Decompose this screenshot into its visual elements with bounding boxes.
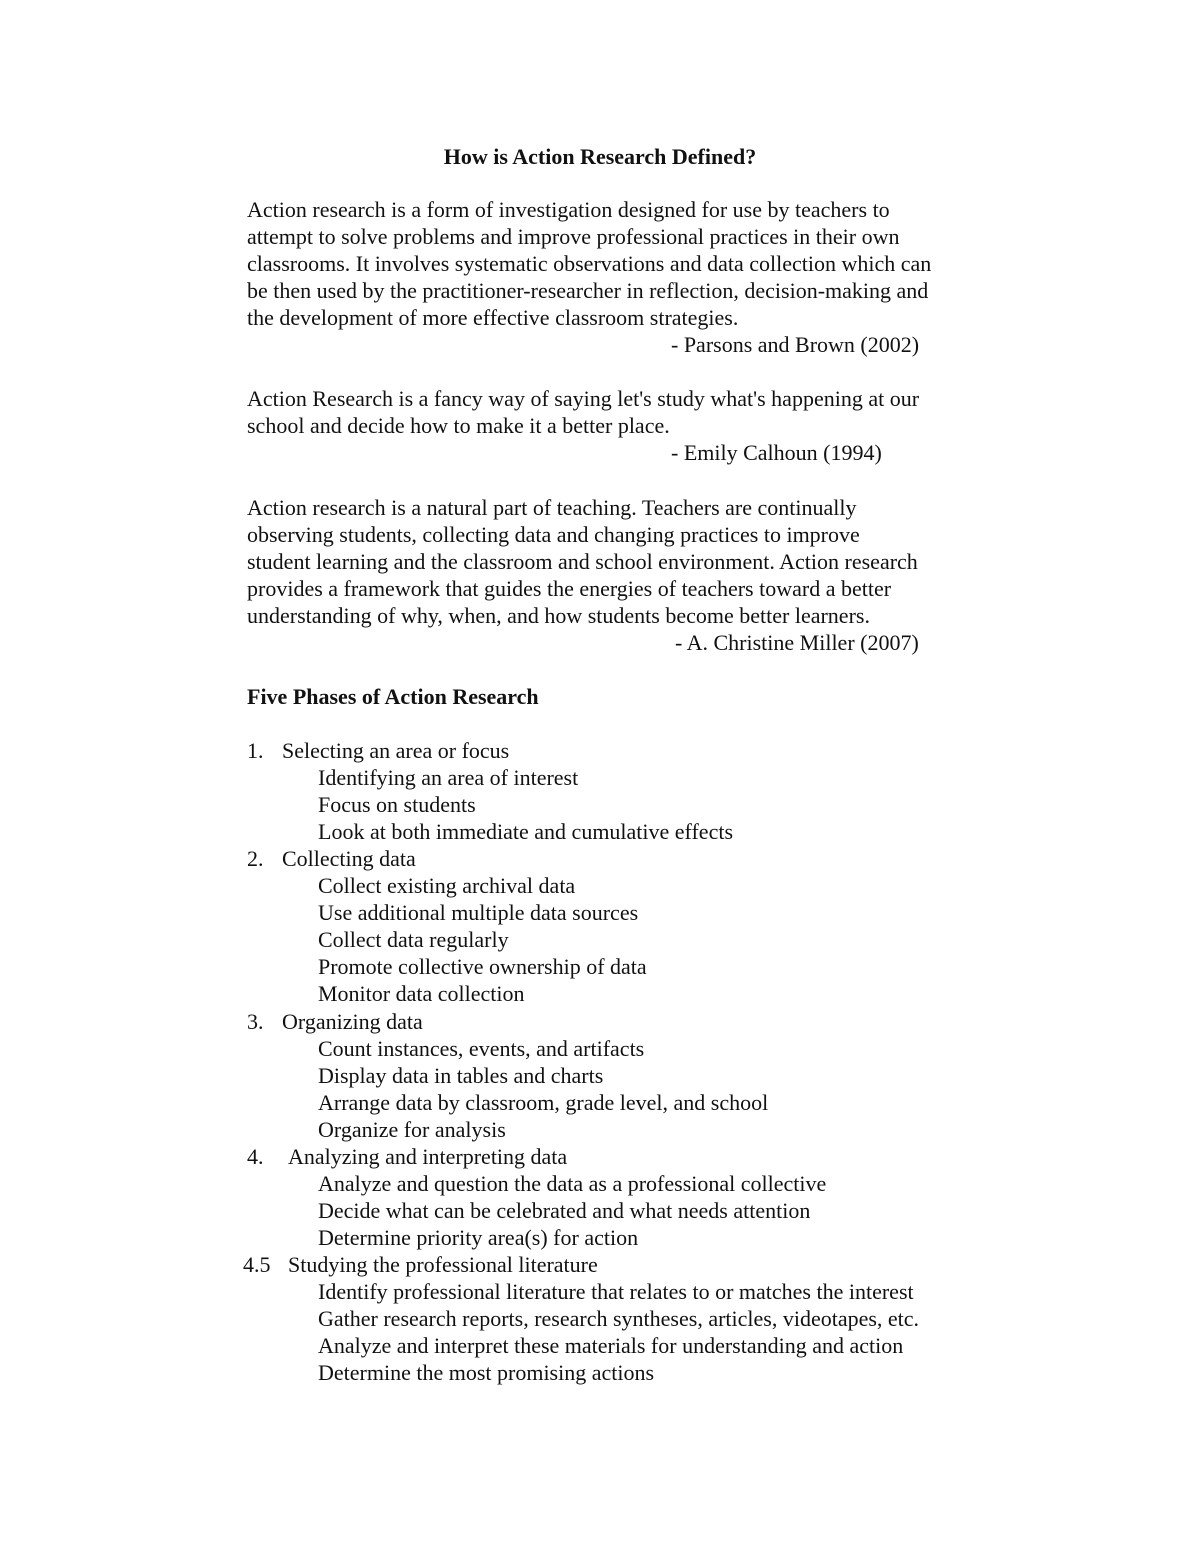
page-title: How is Action Research Defined? [443,144,757,169]
phase-title: Analyzing and interpreting data [288,1144,568,1169]
list-item: Promote collective ownership of data [318,954,647,979]
list-item: Identifying an area of interest [318,765,579,790]
list-item: Analyze and question the data as a professional collective [318,1171,827,1196]
phase-number: 4.5 [243,1252,271,1277]
phase-title: Collecting data [282,846,416,871]
phase-title: Studying the professional literature [288,1252,598,1277]
list-item: Identify professional literature that relates to or matches the interest [318,1279,914,1304]
phase-number: 4. [247,1144,264,1169]
list-item: Monitor data collection [318,981,525,1006]
list-item: Arrange data by classroom, grade level, and school [318,1090,769,1115]
list-item: Display data in tables and charts [318,1063,604,1088]
definition-text: Action research is a natural part of teaching. Teachers are continually observing students, collecting data and changing practices to improve student learning and the classroom and school environment. Action research provides a framework that guides the energies of teachers toward a better understanding of why, when, and how students become better learners. [247,495,918,628]
list-item: Gather research reports, research syntheses, articles, videotapes, etc. [318,1306,920,1331]
list-item: Look at both immediate and cumulative effects [318,819,734,844]
list-item: Use additional multiple data sources [318,900,639,925]
phase-number: 2. [247,846,264,871]
phase-number: 1. [247,738,264,763]
list-item: Collect existing archival data [318,873,576,898]
phase-title: Organizing data [282,1009,423,1034]
phases-heading: Five Phases of Action Research [247,684,539,709]
definition-text: Action research is a form of investigation designed for use by teachers to attempt to solve problems and improve professional practices in their own classrooms. It involves systematic observations and data collection which can be then used by the practitioner-researcher in reflection, decision-making and the development of more effective classroom strategies. [247,197,932,330]
list-item: Analyze and interpret these materials for understanding and action [318,1333,904,1358]
definition-attribution: - Emily Calhoun (1994) [671,440,882,465]
definition-text: Action Research is a fancy way of saying let's study what's happening at our school and decide how to make it a better place. [247,386,920,438]
list-item: Determine the most promising actions [318,1360,655,1385]
list-item: Collect data regularly [318,927,509,952]
list-item: Decide what can be celebrated and what needs attention [318,1198,811,1223]
definition-attribution: - A. Christine Miller (2007) [671,629,919,656]
phase-number: 3. [247,1009,264,1034]
phase-title: Selecting an area or focus [282,738,510,763]
list-item: Organize for analysis [318,1117,506,1142]
list-item: Count instances, events, and artifacts [318,1036,645,1061]
list-item: Determine priority area(s) for action [318,1225,639,1250]
list-item: Focus on students [318,792,476,817]
definition-attribution: - Parsons and Brown (2002) [671,332,920,357]
